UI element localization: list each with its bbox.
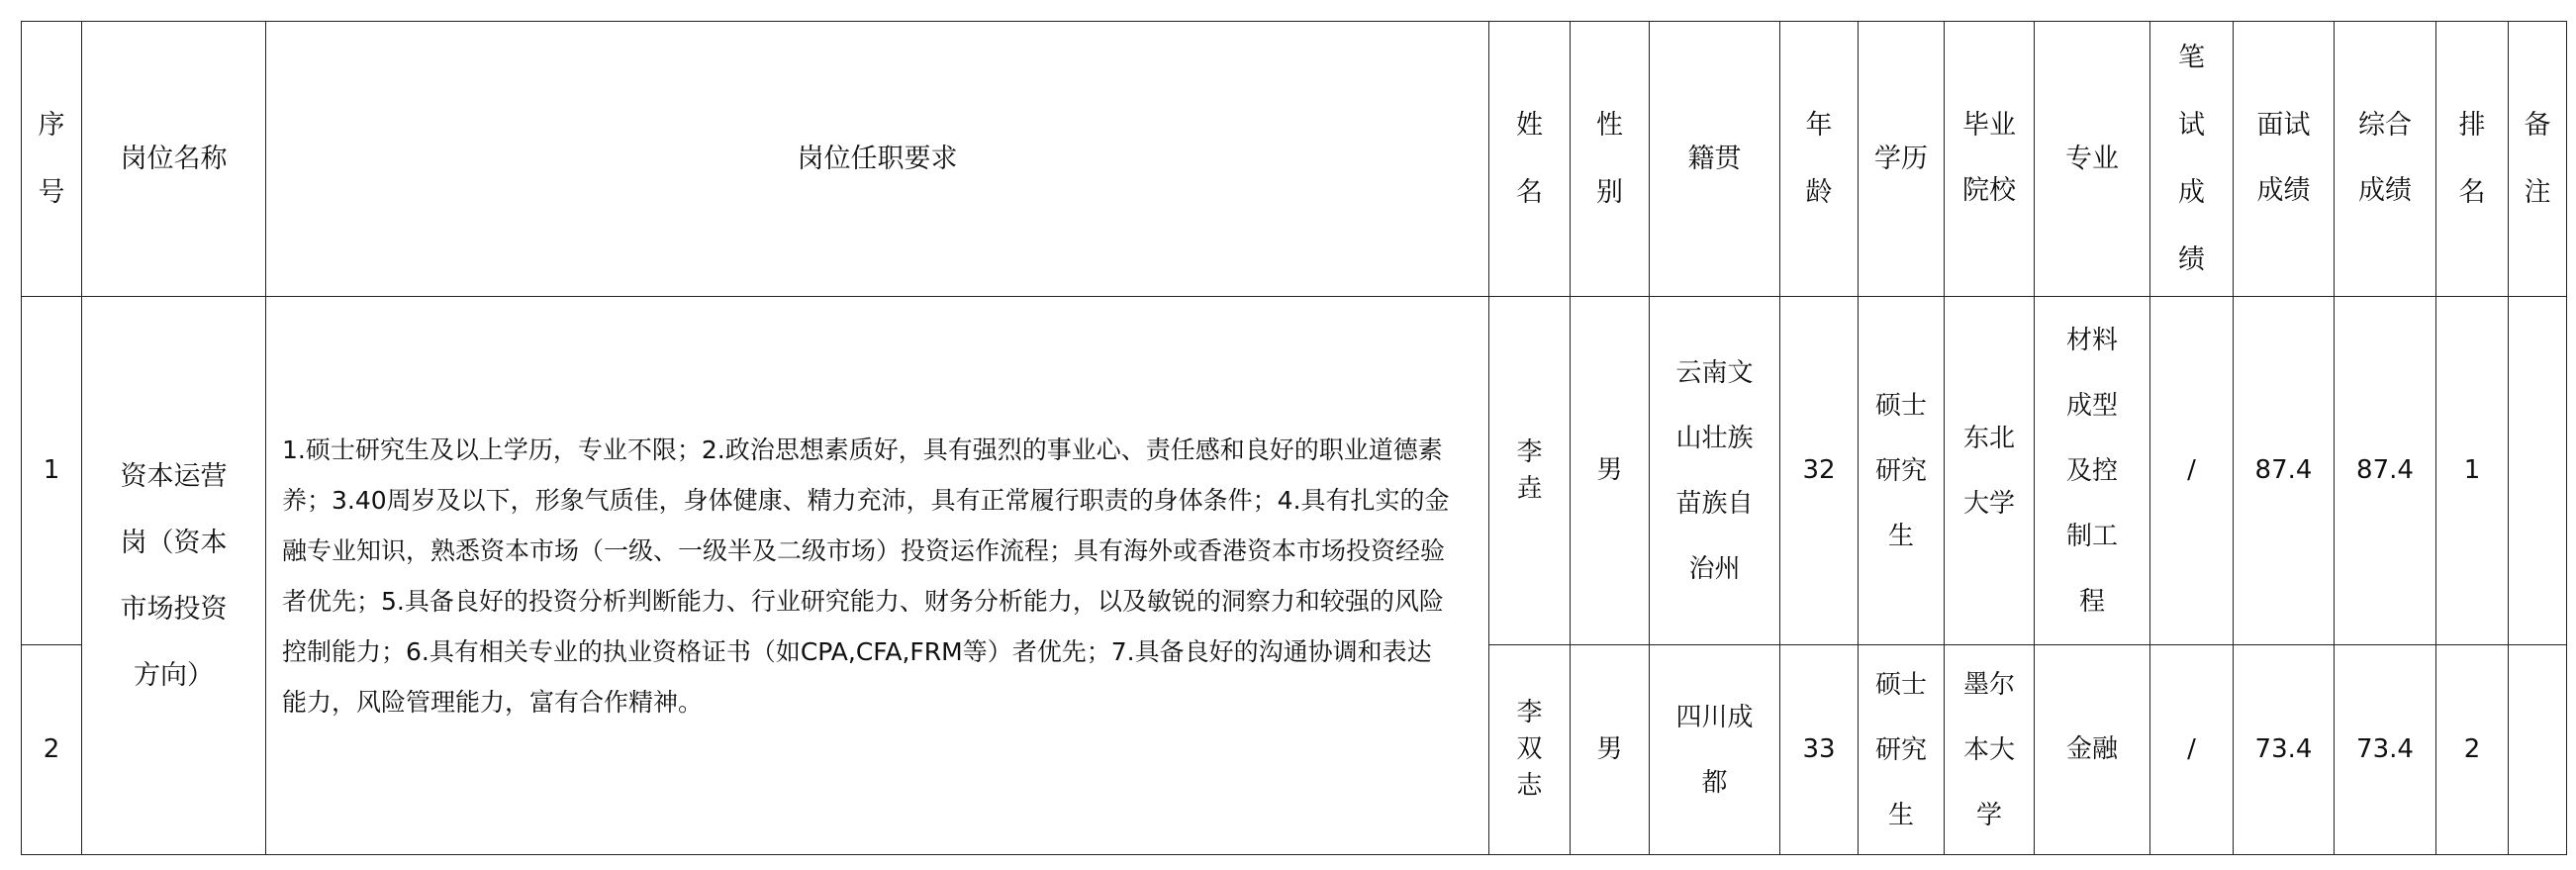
header-composite-score — [2335, 22, 2436, 297]
candidate-composite-score-cell — [2335, 297, 2436, 645]
candidate-composite-score: 87.4 — [2356, 455, 2414, 485]
candidate-interview-score-cell — [2234, 645, 2335, 855]
header-interview-score-label: 面试成绩 — [2256, 110, 2311, 206]
header-education — [1859, 22, 1945, 297]
header-name-label: 姓名 — [1516, 109, 1543, 208]
header-written-score — [2150, 22, 2234, 297]
candidate-written-score: / — [2187, 734, 2196, 764]
header-gender-label: 性别 — [1596, 109, 1623, 208]
header-rank — [2436, 22, 2509, 297]
row-index-cell — [22, 645, 82, 855]
position-requirements: 1.硕士研究生及以上学历，专业不限；2.政治思想素质好，具有强烈的事业心、责任感和良好的职业道德素养；3.40周岁及以下，形象气质佳，身体健康、精力充沛，具有正常履行职责的身体条件；4.具有扎实的金融专业知识，熟悉资本市场（一级、一级半及二级市场）投资运作流程；具有海外或香港资本市场投资经验者优先；5.具备良好的投资分析判断能力、行业研究能力、财务分析能力，以及敏锐的洞察力和较强的风险控制能力；6.具有相关专业的执业资格证书（如CPA,CFA,FRM等）者优先；7.具备良好的沟通协调和表达能力，风险管理能力，富有合作精神。 — [282, 435, 1450, 717]
candidate-gender-cell — [1571, 297, 1650, 645]
candidate-native-place-cell — [1650, 645, 1780, 855]
header-major-label: 专业 — [2065, 143, 2119, 174]
table-row — [22, 297, 2567, 645]
candidate-major-cell — [2035, 297, 2150, 645]
candidate-age: 33 — [1802, 734, 1836, 764]
header-requirements — [266, 22, 1489, 297]
candidate-composite-score-cell — [2335, 645, 2436, 855]
header-name — [1489, 22, 1571, 297]
position-requirements-cell — [266, 297, 1489, 855]
candidate-major: 材料成型及控制工程 — [2065, 325, 2118, 617]
header-school-label: 毕业院校 — [1962, 110, 2016, 206]
candidate-written-score-cell — [2150, 645, 2234, 855]
header-index-label: 序号 — [38, 109, 65, 208]
candidate-interview-score: 73.4 — [2254, 734, 2313, 764]
candidate-education-cell — [1859, 645, 1945, 855]
candidate-school: 东北大学 — [1962, 423, 2015, 519]
candidate-rank-cell — [2436, 297, 2509, 645]
candidate-major-cell — [2035, 645, 2150, 855]
row-index: 1 — [43, 455, 60, 485]
header-major — [2035, 22, 2150, 297]
candidate-native-place-cell — [1650, 297, 1780, 645]
candidate-interview-score: 87.4 — [2254, 455, 2313, 485]
header-age-label: 年龄 — [1805, 109, 1833, 208]
header-rank-label: 排名 — [2458, 109, 2486, 208]
candidate-native-place: 云南文山壮族苗族自治州 — [1675, 357, 1754, 584]
candidate-name: 李垚 — [1516, 436, 1543, 504]
candidate-composite-score: 73.4 — [2356, 734, 2414, 764]
candidate-native-place: 四川成都 — [1675, 702, 1754, 798]
candidate-gender: 男 — [1596, 455, 1623, 485]
candidate-age-cell — [1780, 297, 1859, 645]
header-remark-label: 备注 — [2524, 109, 2551, 208]
candidate-gender-cell — [1571, 645, 1650, 855]
candidate-remark-cell — [2509, 297, 2567, 645]
candidate-remark-cell — [2509, 645, 2567, 855]
candidate-education: 硕士研究生 — [1874, 669, 1927, 830]
candidate-rank: 2 — [2463, 734, 2481, 764]
candidate-name: 李双志 — [1516, 698, 1543, 801]
candidate-name-cell — [1489, 297, 1571, 645]
header-position-name-label: 岗位名称 — [120, 143, 228, 174]
candidate-school-cell — [1945, 645, 2035, 855]
candidate-school: 墨尔本大学 — [1962, 669, 2015, 830]
recruitment-results-table — [21, 21, 2567, 855]
header-native-place — [1650, 22, 1780, 297]
header-position-name — [82, 22, 266, 297]
header-education-label: 学历 — [1874, 143, 1928, 174]
header-gender — [1571, 22, 1650, 297]
candidate-gender: 男 — [1596, 734, 1623, 764]
candidate-education-cell — [1859, 297, 1945, 645]
header-school — [1945, 22, 2035, 297]
candidate-name-cell — [1489, 645, 1571, 855]
candidate-interview-score-cell — [2234, 297, 2335, 645]
candidate-age-cell — [1780, 645, 1859, 855]
header-age — [1780, 22, 1859, 297]
candidate-education: 硕士研究生 — [1874, 390, 1927, 551]
candidate-age: 32 — [1802, 455, 1836, 485]
row-index: 2 — [43, 734, 60, 764]
header-requirements-label: 岗位任职要求 — [797, 143, 958, 174]
recruitment-results-sheet — [21, 21, 2566, 857]
candidate-rank-cell — [2436, 645, 2509, 855]
header-native-place-label: 籍贯 — [1687, 143, 1742, 174]
header-interview-score — [2234, 22, 2335, 297]
header-index — [22, 22, 82, 297]
header-written-score-label: 笔试成绩 — [2178, 42, 2205, 275]
table-header-row — [22, 22, 2567, 297]
position-name-cell — [82, 297, 266, 855]
candidate-school-cell — [1945, 297, 2035, 645]
header-remark — [2509, 22, 2567, 297]
row-index-cell — [22, 297, 82, 645]
position-name: 资本运营岗（资本市场投资方向） — [120, 460, 228, 691]
header-composite-score-label: 综合成绩 — [2358, 110, 2412, 206]
candidate-rank: 1 — [2463, 455, 2481, 485]
candidate-major: 金融 — [2065, 734, 2118, 764]
candidate-written-score-cell — [2150, 297, 2234, 645]
candidate-written-score: / — [2187, 455, 2196, 485]
